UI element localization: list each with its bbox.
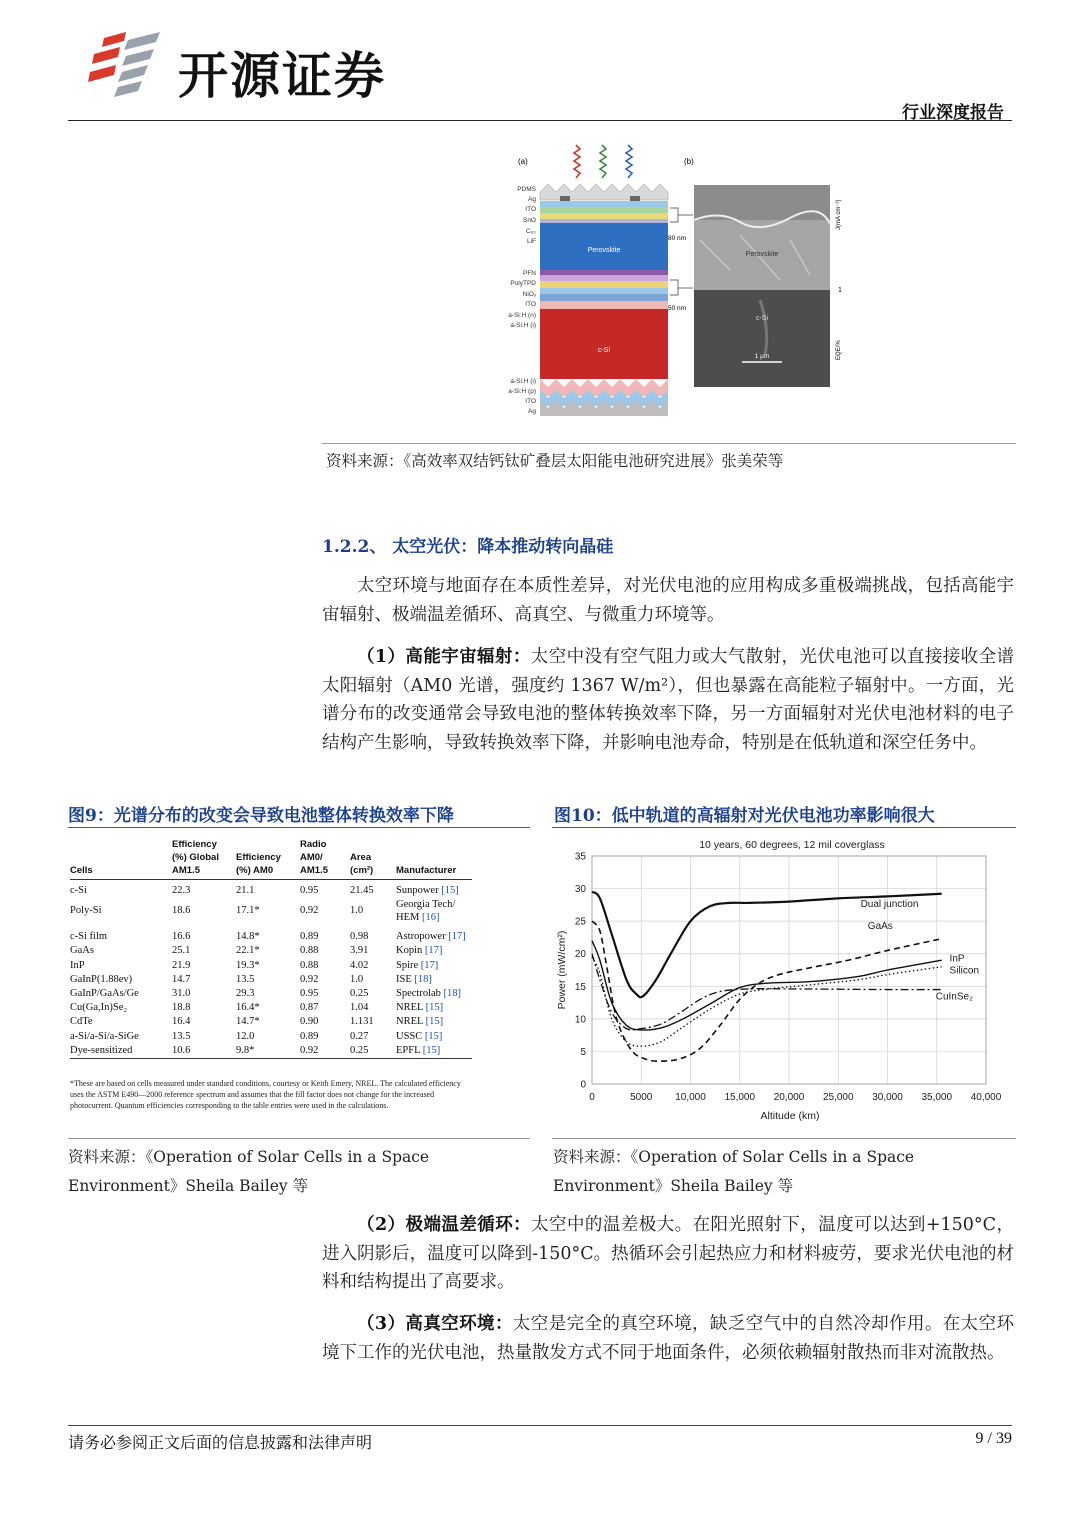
p1-text: 太空中没有空气阻力或大气散射，光伏电池可以直接接收全谱太阳辐射（AM0 光谱，强度约 1367 W/m²），但也暴露在高能粒子辐射中。一方面，光谱分布的改变通常会导致电池的整体转换效率下降，另一方面辐射对光伏电池材料的电子结构产生影响，导致转换效率下降，并影响电池寿命，特别是在低轨道和深空任务中。 — [322, 647, 1014, 753]
fig9-table — [70, 838, 472, 1059]
paragraph-vacuum — [322, 1310, 1014, 1367]
fig9-bottom-rule — [68, 1138, 530, 1139]
layer-label-ag: Ag — [528, 196, 536, 203]
light-wave-green — [600, 145, 606, 178]
table-row — [70, 944, 472, 958]
x-tick-label: 0 — [589, 1092, 595, 1103]
series-label: Silicon — [949, 965, 980, 977]
light-wave-blue — [626, 145, 632, 178]
cell-global: 16.6 — [172, 931, 191, 943]
cell-ratio: 0.88 — [300, 945, 319, 957]
layer-label-ito-mid: ITO — [525, 301, 536, 308]
footer-rule — [68, 1425, 1012, 1426]
fig9-col-ratio: Radio AM0/ AM1.5 — [300, 839, 328, 876]
cell-am0: 21.1 — [236, 885, 255, 896]
cell-name: GaInP(1.88ev) — [70, 973, 133, 985]
cell-area: 0.25 — [350, 1044, 369, 1056]
cell-ratio: 0.89 — [300, 1030, 319, 1042]
sem-csi-label: c-Si — [755, 315, 769, 322]
cell-ratio: 0.90 — [300, 1016, 319, 1028]
manufacturer-name: USSC — [396, 1030, 423, 1042]
cell-manufacturer — [396, 944, 472, 958]
cell-am0: 12.0 — [236, 1030, 255, 1042]
cell-area: 21.45 — [350, 885, 374, 896]
table-row — [70, 880, 472, 899]
fig9-col-area: Area (cm²) — [350, 852, 374, 876]
layer-label-asih-i: a-Si:H (i) — [510, 322, 536, 329]
cell-ratio: 0.87 — [300, 1002, 319, 1014]
reference-link[interactable]: [15] — [425, 1002, 444, 1014]
fig10-title: 图10：低中轨道的高辐射对光伏电池功率影响很大 — [554, 806, 935, 826]
top-figure-rule — [322, 443, 1016, 444]
table-row — [70, 973, 472, 987]
fig9-col-am0: Efficiency (%) AM0 — [236, 852, 281, 876]
fig9-col-cells: Cells — [70, 865, 93, 876]
top-figure-source: 资料来源：《高效率双结钙钛矿叠层太阳能电池研究进展》张美荣等 — [326, 452, 784, 470]
layer-label-ito-bottom: ITO — [525, 398, 536, 405]
x-tick-label: 40,000 — [970, 1092, 1002, 1103]
cell-manufacturer — [396, 898, 472, 924]
fig9-footnote: *These are based on cells measured under standard conditions, courtesy or Keith Emery, NREL. The calculated efficiency uses the ASTM E490—2000 reference spectrum and assumes that the fill factor does not change for the increased photocurrent. Quantum efficiencies corresponding to the table entries were used in the calculations. — [70, 1079, 461, 1110]
layer-label-asih-i-bottom: a-Si:H (i) — [510, 378, 536, 385]
manufacturer-name: Spectrolab — [396, 988, 441, 1000]
cell-ratio: 0.92 — [300, 1044, 319, 1056]
reference-link[interactable]: [18] — [443, 988, 462, 1000]
reference-link[interactable]: [17] — [420, 959, 439, 971]
series-label: InP — [949, 953, 965, 965]
table-row — [70, 924, 472, 944]
fig10-bottom-rule — [552, 1138, 1016, 1139]
cell-area: 0.98 — [350, 931, 369, 943]
fig9-col-global: Efficiency (%) Global AM1.5 — [172, 839, 219, 876]
p2-label: （2）极端温差循环： — [357, 1215, 532, 1235]
table-row — [70, 959, 472, 973]
fig9-col-manufacturer: Manufacturer — [396, 865, 457, 876]
reference-link[interactable]: [15] — [422, 1044, 441, 1056]
cell-global: 18.8 — [172, 1002, 191, 1014]
series-line-inp — [592, 941, 942, 1030]
table-row — [70, 1015, 472, 1029]
manufacturer-name: EPFL — [396, 1044, 421, 1056]
table-row — [70, 898, 472, 924]
layer-label-asih-p: a-Si:H (p) — [508, 388, 536, 395]
layer-label-ito: ITO — [525, 206, 536, 213]
layer-label-sno: SnO — [522, 217, 536, 224]
polytpd-layer — [540, 275, 668, 281]
cell-global: 31.0 — [172, 988, 191, 1000]
p2-text: 太空中的温差极大。在阳光照射下，温度可以达到+150°C，进入阴影后，温度可以降到-150°C。热循环会引起热应力和材料疲劳，要求光伏电池的材料和结构提出了高要求。 — [322, 1215, 1014, 1292]
asih-n-layer — [540, 294, 668, 301]
fig9-header-row — [70, 838, 472, 880]
cell-am0: 22.1* — [236, 945, 260, 957]
intro-text: 太空环境与地面存在本质性差异，对光伏电池的应用构成多重极端挑战，包括高能宇宙辐射、极端温差循环、高真空、与微重力环境等。 — [322, 576, 1014, 625]
c60-layer — [540, 213, 668, 219]
axis-eqe-label: EQE/% — [836, 340, 842, 360]
cell-global: 10.6 — [172, 1044, 191, 1056]
cell-area: 1.131 — [350, 1016, 374, 1028]
cell-ratio: 0.95 — [300, 885, 319, 896]
p3-label: （3）高真空环境： — [357, 1314, 513, 1334]
brand-logo-icon — [88, 32, 168, 98]
dim-50nm: 50 nm — [668, 305, 687, 312]
y-tick-label: 25 — [574, 916, 586, 928]
cell-area: 0.25 — [350, 988, 369, 1000]
cell-manufacturer — [396, 973, 472, 987]
bracket-80nm — [670, 208, 678, 222]
cell-am0: 19.3* — [236, 959, 260, 971]
cell-global: 25.1 — [172, 945, 191, 957]
manufacturer-name: ISE — [396, 973, 412, 985]
series-line-gaas — [592, 921, 942, 1061]
cell-global: 21.9 — [172, 959, 191, 971]
cell-am0: 14.7* — [236, 1016, 260, 1028]
intro-paragraph — [322, 572, 1014, 629]
axis-1-label: 1 — [838, 287, 842, 294]
table-row — [70, 1030, 472, 1044]
cell-area: 1.0 — [350, 905, 364, 917]
reference-link[interactable]: [15] — [441, 885, 459, 896]
reference-link[interactable]: [16] — [421, 912, 440, 924]
table-row — [70, 987, 472, 1001]
fig10-title-rule — [552, 827, 1016, 828]
cell-name: InP — [70, 959, 85, 971]
report-type: 行业深度报告 — [902, 103, 1004, 123]
y-tick-label: 30 — [574, 884, 586, 896]
manufacturer-name: NREL — [396, 1016, 424, 1028]
layer-label-polytpd: PolyTPD — [510, 280, 536, 287]
cell-area: 4.02 — [350, 959, 369, 971]
reference-link[interactable]: [15] — [424, 1030, 443, 1042]
cell-name: GaAs — [70, 945, 94, 957]
p3-text: 太空是完全的真空环境，缺乏空气中的自然冷却作用。在太空环境下工作的光伏电池，热量散发方式不同于地面条件，必须依赖辐射散热而非对流散热。 — [322, 1314, 1014, 1363]
header-rule — [68, 120, 1012, 121]
manufacturer-name: Kopin — [396, 945, 423, 957]
series-label: Dual junction — [860, 898, 919, 910]
ag-contact-left — [560, 196, 570, 201]
cell-name: c-Si — [70, 885, 87, 896]
cell-am0: 16.4* — [236, 1002, 260, 1014]
niox-layer — [540, 281, 668, 288]
cell-ratio: 0.89 — [300, 931, 319, 943]
cell-manufacturer — [396, 1001, 472, 1015]
cell-manufacturer — [396, 1015, 472, 1029]
layer-label-niox: NiOₓ — [522, 291, 536, 298]
csi-layer — [540, 309, 668, 379]
fig9-title-rule — [68, 827, 530, 828]
cell-ratio: 0.95 — [300, 988, 319, 1000]
layer-label-c60: C₆₀ — [525, 228, 536, 235]
x-tick-label: 15,000 — [724, 1092, 756, 1103]
bracket-50nm — [670, 280, 678, 295]
layer-label-ag-bottom: Ag — [528, 408, 536, 415]
sem-perovskite-label: Perovskite — [745, 251, 779, 258]
cell-ratio: 0.88 — [300, 959, 319, 971]
table-row — [70, 1001, 472, 1015]
cell-name: a-Si/a-Si/a-SiGe — [70, 1030, 139, 1042]
cell-area: 0.27 — [350, 1030, 369, 1042]
cell-name: Cu(Ga,In)Se₂ — [70, 1002, 128, 1014]
cell-manufacturer — [396, 987, 472, 1001]
sem-scale-label: 1 μm — [754, 353, 770, 360]
cell-area: 3.91 — [350, 945, 369, 957]
table-row — [70, 1044, 472, 1059]
dim-80nm: 80 nm — [668, 235, 687, 242]
fig10-source: 资料来源：《Operation of Solar Cells in a Space Environment》Sheila Bailey 等 — [553, 1148, 915, 1195]
reference-link[interactable]: [15] — [425, 1016, 444, 1028]
cell-name: c-Si film — [70, 931, 108, 943]
series-label: CuInSe₂ — [935, 991, 974, 1003]
y-tick-label: 5 — [580, 1046, 586, 1058]
light-wave-red — [574, 145, 580, 178]
panel-a-label: (a) — [518, 157, 528, 166]
reference-link[interactable]: [17] — [424, 945, 443, 957]
fig9-source: 资料来源：《Operation of Solar Cells in a Space Environment》Sheila Bailey 等 — [68, 1148, 430, 1195]
fig10-chart-title: 10 years, 60 degrees, 12 mil coverglass — [699, 839, 885, 851]
cell-area: 1.0 — [350, 973, 364, 985]
cell-manufacturer — [396, 880, 472, 899]
layer-label-pdms: PDMS — [517, 186, 536, 193]
cell-manufacturer — [396, 1030, 472, 1044]
x-tick-label: 20,000 — [773, 1092, 805, 1103]
axis-j-label: J(mA cm⁻²) — [836, 199, 842, 230]
series-label: GaAs — [867, 920, 893, 932]
x-tick-label: 10,000 — [675, 1092, 706, 1103]
layer-label-lif: LiF — [526, 238, 536, 245]
layer-label-pfn: PFN — [523, 270, 536, 277]
fig9-table-body — [70, 880, 472, 1059]
cell-global: 14.7 — [172, 973, 191, 985]
x-tick-label: 30,000 — [872, 1092, 903, 1103]
section-heading: 1.2.2、 太空光伏：降本推动转向晶硅 — [322, 537, 614, 557]
manufacturer-name: Astropower — [396, 931, 446, 943]
y-tick-label: 35 — [574, 851, 586, 863]
cell-global: 18.6 — [172, 905, 191, 917]
ag-contact-right — [630, 196, 640, 201]
cell-manufacturer — [396, 1044, 472, 1059]
pfn-layer — [540, 270, 668, 275]
cell-manufacturer — [396, 924, 472, 944]
cell-area: 1.04 — [350, 1002, 369, 1014]
perovskite-label: Perovskite — [587, 247, 621, 254]
cell-name: CdTe — [70, 1016, 93, 1028]
cell-name: Poly-Si — [70, 905, 102, 917]
p1-label: （1）高能宇宙辐射： — [357, 647, 531, 667]
paragraph-temperature — [322, 1211, 1014, 1297]
cell-global: 16.4 — [172, 1016, 191, 1028]
x-tick-label: 35,000 — [921, 1092, 953, 1103]
tandem-cell-figure — [490, 140, 850, 430]
pdms-layer — [540, 184, 668, 200]
y-tick-label: 20 — [574, 949, 586, 961]
csi-label: c-Si — [597, 347, 611, 354]
x-tick-label: 25,000 — [822, 1092, 854, 1103]
cell-am0: 13.5 — [236, 973, 255, 985]
lif-layer — [540, 219, 668, 223]
cell-global: 22.3 — [172, 885, 191, 896]
x-tick-label: 5000 — [630, 1092, 653, 1103]
cell-name: Dye-sensitized — [70, 1044, 133, 1056]
cell-global: 13.5 — [172, 1030, 191, 1042]
y-tick-label: 15 — [574, 981, 586, 993]
cell-am0: 9.8* — [236, 1044, 255, 1056]
cell-am0: 17.1* — [236, 905, 260, 917]
sno-layer — [540, 207, 668, 213]
panel-b-label: (b) — [684, 157, 694, 166]
ito-mid-layer — [540, 288, 668, 294]
y-tick-label: 10 — [574, 1014, 586, 1026]
brand-name: 开源证券 — [178, 47, 386, 105]
cell-name: GaInP/GaAs/Ge — [70, 988, 139, 1000]
reference-link[interactable]: [18] — [414, 973, 432, 985]
y-tick-label: 0 — [580, 1079, 586, 1091]
paragraph-radiation — [322, 643, 1014, 757]
manufacturer-name: Sunpower — [396, 885, 439, 896]
cell-ratio: 0.92 — [300, 973, 319, 985]
fig10-xlabel: Altitude (km) — [760, 1110, 820, 1122]
cell-manufacturer — [396, 959, 472, 973]
asih-i-layer — [540, 301, 668, 309]
reference-link[interactable]: [17] — [448, 931, 466, 943]
page-number: 9 / 39 — [975, 1430, 1012, 1447]
footer-disclaimer: 请务必参阅正文后面的信息披露和法律声明 — [68, 1433, 373, 1452]
manufacturer-name: Spire — [396, 959, 419, 971]
manufacturer-name: Georgia Tech/ HEM — [396, 899, 456, 924]
fig10-chart — [552, 834, 1014, 1130]
fig10-ylabel: Power (mW/cm²) — [556, 930, 568, 1010]
cell-ratio: 0.92 — [300, 905, 319, 917]
manufacturer-name: NREL — [396, 1002, 424, 1014]
ito-top-layer — [540, 201, 668, 207]
layer-label-asih-n: a-Si:H (n) — [508, 312, 536, 319]
cell-am0: 29.3 — [236, 988, 255, 1000]
fig9-title: 图9：光谱分布的改变会导致电池整体转换效率下降 — [68, 806, 454, 826]
cell-am0: 14.8* — [236, 931, 260, 943]
